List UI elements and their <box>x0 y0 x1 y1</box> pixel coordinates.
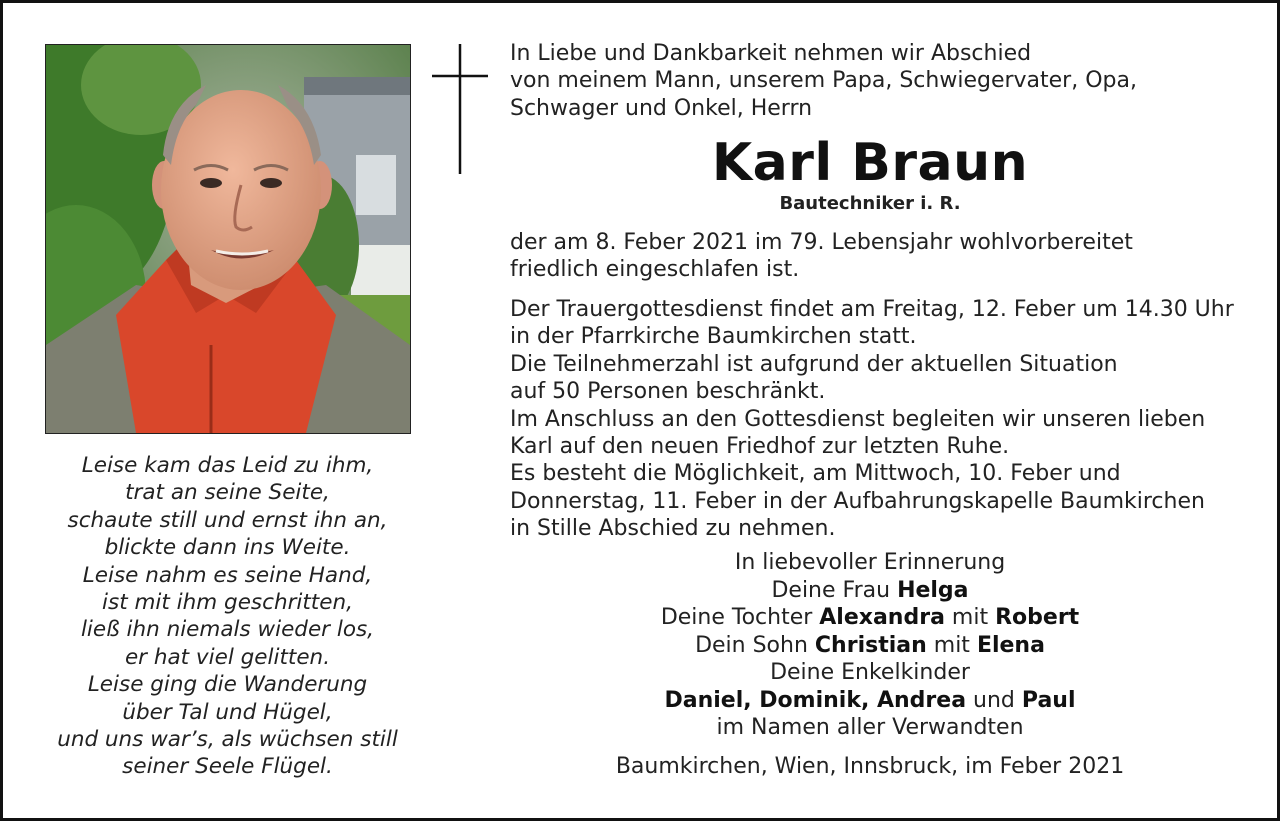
text-line: der am 8. Feber 2021 im 79. Lebensjahr wohlvorbereitet <box>510 230 1133 255</box>
text-line: Donnerstag, 11. Feber in der Aufbahrungskapelle Baumkirchen <box>510 488 1205 514</box>
signoff-grandchildren-heading: Deine Enkelkinder <box>770 660 970 685</box>
poem-line: ist mit ihm geschritten, <box>102 590 353 616</box>
death-paragraph <box>510 229 1230 284</box>
signoff-text: und <box>973 687 1015 713</box>
signoff <box>600 549 1140 742</box>
poem <box>30 452 425 781</box>
family-name: Elena <box>976 632 1045 658</box>
poem-line: er hat viel gelitten. <box>124 644 331 670</box>
signoff-heading: In liebevoller Erinnerung <box>734 550 1006 575</box>
signoff-text: Dein Sohn <box>695 632 808 658</box>
deceased-name: Karl Braun <box>711 133 1029 193</box>
poem-line: und uns war’s, als wüchsen still <box>57 727 398 753</box>
poem-line: Leise ging die Wanderung <box>87 672 368 698</box>
poem-line: ließ ihn niemals wieder los, <box>80 617 375 643</box>
family-name: Helga <box>897 577 969 603</box>
intro-line: von meinem Mann, unserem Papa, Schwiegervater, Opa, <box>510 68 1137 94</box>
signoff-son <box>600 632 1140 660</box>
text-line: in der Pfarrkirche Baumkirchen statt. <box>510 324 917 350</box>
text-line: Die Teilnehmerzahl ist aufgrund der aktuellen Situation <box>510 351 1118 377</box>
intro-line: In Liebe und Dankbarkeit nehmen wir Abschied <box>510 41 1032 66</box>
text-line: in Stille Abschied zu nehmen. <box>510 516 836 542</box>
signoff-text: Deine Tochter <box>660 605 813 630</box>
poem-line: seiner Seele Flügel. <box>122 754 333 780</box>
family-name: Alexandra <box>819 605 945 630</box>
signoff-relatives: im Namen aller Verwandten <box>716 715 1024 740</box>
signoff-grandchildren <box>600 687 1140 715</box>
cross-icon <box>432 44 490 176</box>
text-line: Im Anschluss an den Gottesdienst begleiten wir unseren lieben <box>510 406 1206 432</box>
intro-text <box>510 40 1210 122</box>
signoff-wife <box>600 577 1140 605</box>
portrait-photo <box>45 44 411 434</box>
family-name: Robert <box>995 605 1080 630</box>
text-line: Der Trauergottesdienst findet am Freitag, 12. Feber um 14.30 Uhr <box>510 297 1234 322</box>
family-name: Paul <box>1021 687 1076 713</box>
poem-line: blickte dann ins Weite. <box>104 535 351 561</box>
poem-line: schaute still und ernst ihn an, <box>67 507 388 533</box>
text-line: auf 50 Personen beschränkt. <box>510 379 826 405</box>
text-line: Karl auf den neuen Friedhof zur letzten Ruhe. <box>510 434 1010 460</box>
signoff-text: Deine Frau <box>771 577 891 603</box>
poem-line: Leise nahm es seine Hand, <box>82 562 373 588</box>
signoff-text: mit <box>933 632 970 658</box>
signoff-text: mit <box>951 605 989 630</box>
poem-line: Leise kam das Leid zu ihm, <box>81 453 374 478</box>
text-line: Es besteht die Möglichkeit, am Mittwoch, 10. Feber und <box>510 461 1121 487</box>
family-name: Daniel, Dominik, Andrea <box>664 687 967 713</box>
signoff-daughter <box>600 604 1140 632</box>
text-line: friedlich eingeschlafen ist. <box>510 257 800 283</box>
place-date: Baumkirchen, Wien, Innsbruck, im Feber 2021 <box>615 754 1125 779</box>
service-paragraph <box>510 296 1234 543</box>
family-name: Christian <box>814 632 927 658</box>
poem-line: trat an seine Seite, <box>125 480 330 506</box>
poem-line: über Tal und Hügel, <box>122 699 333 725</box>
deceased-title: Bautechniker i. R. <box>779 193 961 214</box>
intro-line: Schwager und Onkel, Herrn <box>510 95 813 121</box>
